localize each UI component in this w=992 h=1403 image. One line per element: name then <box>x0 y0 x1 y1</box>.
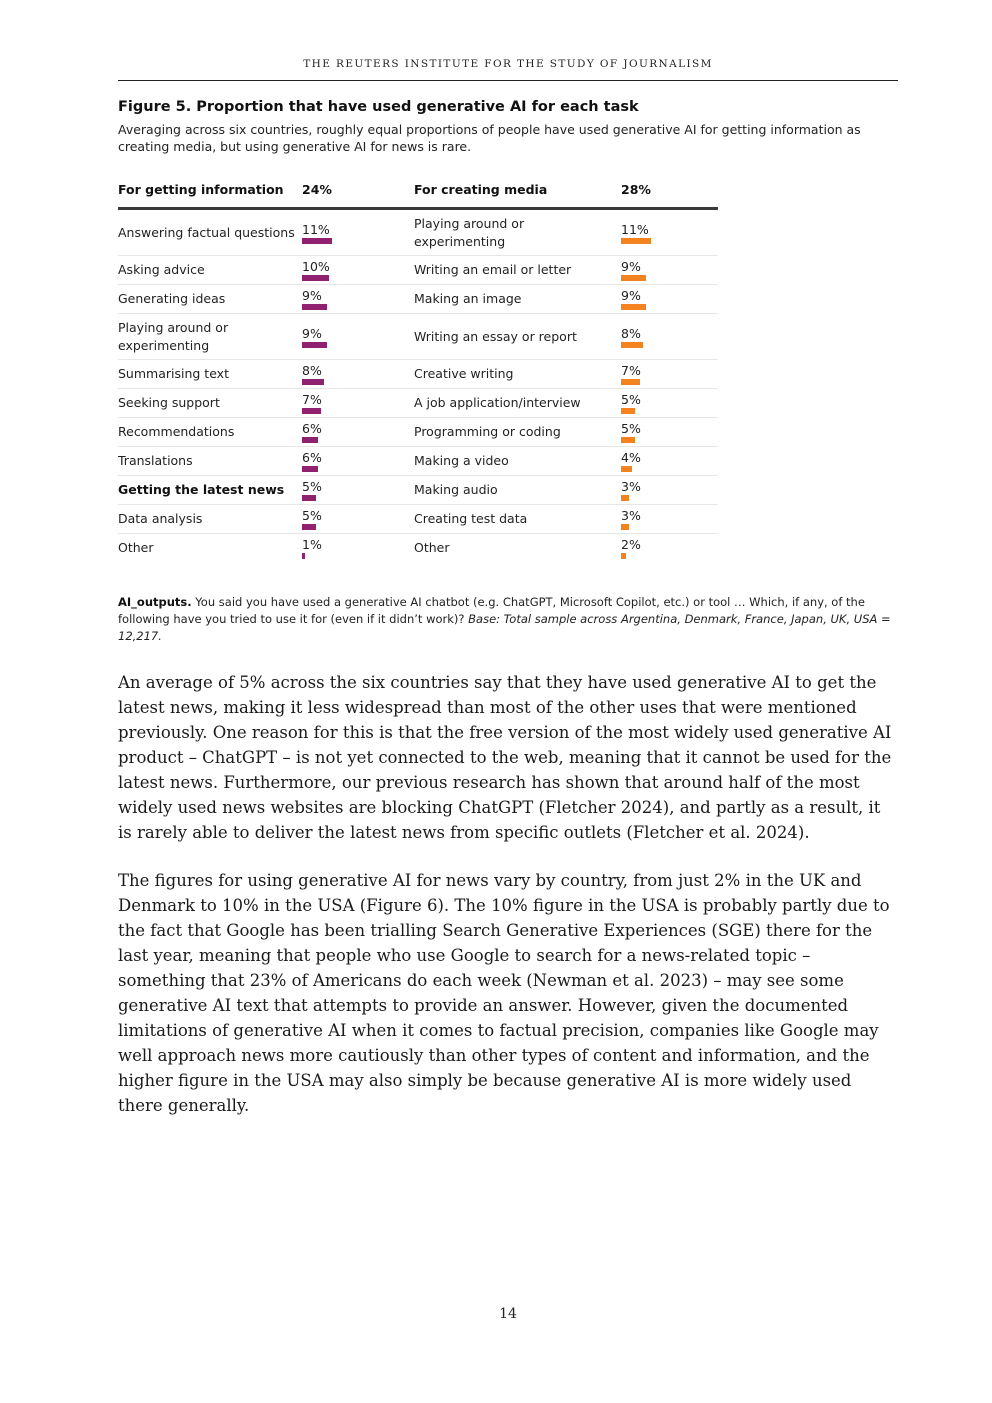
media-value-label: 7% <box>621 363 641 378</box>
table-row <box>118 285 718 314</box>
media-value-cell <box>621 326 643 348</box>
table-body <box>118 210 718 562</box>
body-paragraph-2: The figures for using generative AI for news vary by country, from just 2% in the UK and Denmark to 10% in the USA (Figure 6). The 10% figure in the USA is probably partly due to the fact that Google has been trialling Search Generative Experiences (SGE) there for the last year, meaning that people who use Google to search for a news-related topic – something that 23% of Americans do each week (Newman et al. 2023) – may see some generative AI text that attempts to provide an answer. However, given the documented limitations of generative AI when it comes to factual precision, companies like Google may well approach news more cautiously than other types of content and information, and the higher figure in the USA may also simply be because generative AI is more widely used there generally. <box>118 871 890 1115</box>
info-value-cell <box>302 288 327 310</box>
media-value-cell <box>621 450 641 472</box>
media-value-label: 3% <box>621 508 641 523</box>
footnote-base: Base: Total sample across Argentina, Denmark, France, Japan, UK, USA = 12,217. <box>118 612 891 643</box>
figure-table <box>118 178 718 562</box>
body-paragraph-1: An average of 5% across the six countries say that they have used generative AI to get the latest news, making it less widespread than most of the other uses that were mentioned previously. One reason for this is that the free version of the most widely used generative AI product – ChatGPT – is not yet connected to the web, meaning that it cannot be used for the latest news. Furthermore, our previous research has shown that around half of the most widely used news websites are blocking ChatGPT (Fletcher 2024), and partly as a result, it is rarely able to deliver the latest news from specific outlets (Fletcher et al. 2024). <box>118 673 892 842</box>
figure-subtitle: Averaging across six countries, roughly equal proportions of people have used generative AI for getting information as creating media, but using generative AI for news is rare. <box>118 122 861 154</box>
media-bar <box>621 553 626 559</box>
media-value-label: 5% <box>621 421 641 436</box>
media-value-label: 5% <box>621 392 641 407</box>
table-row <box>118 389 718 418</box>
info-value-label: 9% <box>302 288 322 303</box>
info-value-label: 11% <box>302 221 330 237</box>
media-task-label: Writing an essay or report <box>414 328 577 344</box>
column-header-media: For creating media <box>414 182 548 197</box>
media-value-cell <box>621 222 651 244</box>
info-value-label: 10% <box>302 259 330 274</box>
info-task-label: Summarising text <box>118 366 229 381</box>
info-value-cell <box>302 537 322 559</box>
media-task-label: Writing an email or letter <box>414 262 572 277</box>
figure-footnote <box>118 594 898 645</box>
info-value-cell <box>302 392 322 414</box>
info-bar <box>302 408 321 414</box>
media-value-cell <box>621 392 641 414</box>
info-bar <box>302 553 305 559</box>
media-value-cell <box>621 259 646 281</box>
media-value-cell <box>621 479 641 501</box>
info-task-label: Answering factual questions <box>118 224 295 240</box>
info-value-label: 6% <box>302 450 322 465</box>
media-bar <box>621 524 629 530</box>
info-value-label: 9% <box>302 325 322 341</box>
info-value-cell <box>302 421 322 443</box>
info-value-label: 8% <box>302 363 322 378</box>
media-value-cell <box>621 421 641 443</box>
info-bar <box>302 437 318 443</box>
media-task-label: A job application/interview <box>414 395 581 410</box>
info-task-label: Data analysis <box>118 511 203 526</box>
media-task-label: Making audio <box>414 482 498 497</box>
info-task-label: Other <box>118 540 154 555</box>
media-value-label: 11% <box>621 221 649 237</box>
column-total-information: 24% <box>302 182 332 197</box>
info-bar <box>302 238 332 244</box>
info-bar <box>302 304 327 310</box>
info-value-label: 6% <box>302 421 322 436</box>
media-value-cell <box>621 537 641 559</box>
table-row <box>118 447 718 476</box>
column-header-information: For getting information <box>118 182 284 197</box>
media-bar <box>621 495 629 501</box>
table-row <box>118 314 718 360</box>
media-task-label: Making a video <box>414 453 509 468</box>
media-value-label: 9% <box>621 259 641 274</box>
page-number: 14 <box>499 1306 517 1322</box>
footnote-question: You said you have used a generative AI chatbot (e.g. ChatGPT, Microsoft Copilot, etc.) or tool … Which, if any, of the following have you tried to use it for (even if it didn’t work)? <box>118 595 865 626</box>
media-value-label: 9% <box>621 288 641 303</box>
info-value-cell <box>302 479 322 501</box>
header-rule <box>118 80 898 81</box>
info-value-cell <box>302 259 330 281</box>
media-value-cell <box>621 288 646 310</box>
column-total-media: 28% <box>621 182 651 197</box>
figure-title: Figure 5. Proportion that have used generative AI for each task <box>118 99 639 115</box>
media-task-label: Other <box>414 540 450 555</box>
info-bar <box>302 379 324 385</box>
media-value-label: 3% <box>621 479 641 494</box>
info-value-cell <box>302 450 322 472</box>
running-header: THE REUTERS INSTITUTE FOR THE STUDY OF JOURNALISM <box>303 58 713 70</box>
table-row <box>118 505 718 534</box>
info-task-label: Playing around or experimenting <box>118 319 229 353</box>
info-task-label: Recommendations <box>118 424 235 439</box>
info-task-label: Generating ideas <box>118 291 226 306</box>
media-bar <box>621 275 646 281</box>
media-task-label: Playing around or experimenting <box>414 215 525 249</box>
media-value-label: 8% <box>621 325 641 341</box>
media-bar <box>621 238 651 244</box>
info-bar <box>302 466 318 472</box>
info-value-label: 1% <box>302 537 322 552</box>
info-value-label: 7% <box>302 392 322 407</box>
table-row <box>118 476 718 505</box>
media-bar <box>621 304 646 310</box>
media-bar <box>621 342 643 348</box>
media-value-label: 4% <box>621 450 641 465</box>
footnote-label: AI_outputs. <box>118 595 192 609</box>
info-task-label: Translations <box>118 453 193 468</box>
media-value-cell <box>621 508 641 530</box>
media-value-cell <box>621 363 641 385</box>
info-bar <box>302 495 316 501</box>
info-value-cell <box>302 222 332 244</box>
info-task-label: Seeking support <box>118 395 220 410</box>
info-value-label: 5% <box>302 479 322 494</box>
table-row <box>118 360 718 389</box>
media-bar <box>621 379 640 385</box>
info-value-label: 5% <box>302 508 322 523</box>
media-value-label: 2% <box>621 537 641 552</box>
table-row <box>118 534 718 562</box>
info-value-cell <box>302 508 322 530</box>
media-bar <box>621 408 635 414</box>
info-bar <box>302 342 327 348</box>
info-bar <box>302 275 329 281</box>
info-task-label: Asking advice <box>118 262 205 277</box>
table-row <box>118 256 718 285</box>
info-value-cell <box>302 326 327 348</box>
media-bar <box>621 437 635 443</box>
media-task-label: Programming or coding <box>414 424 561 439</box>
media-task-label: Creating test data <box>414 511 528 526</box>
info-bar <box>302 524 316 530</box>
table-header <box>118 178 718 210</box>
media-bar <box>621 466 632 472</box>
table-row <box>118 418 718 447</box>
media-task-label: Creative writing <box>414 366 514 381</box>
media-task-label: Making an image <box>414 291 522 306</box>
info-value-cell <box>302 363 324 385</box>
table-row <box>118 210 718 256</box>
info-task-label: Getting the latest news <box>118 482 285 497</box>
